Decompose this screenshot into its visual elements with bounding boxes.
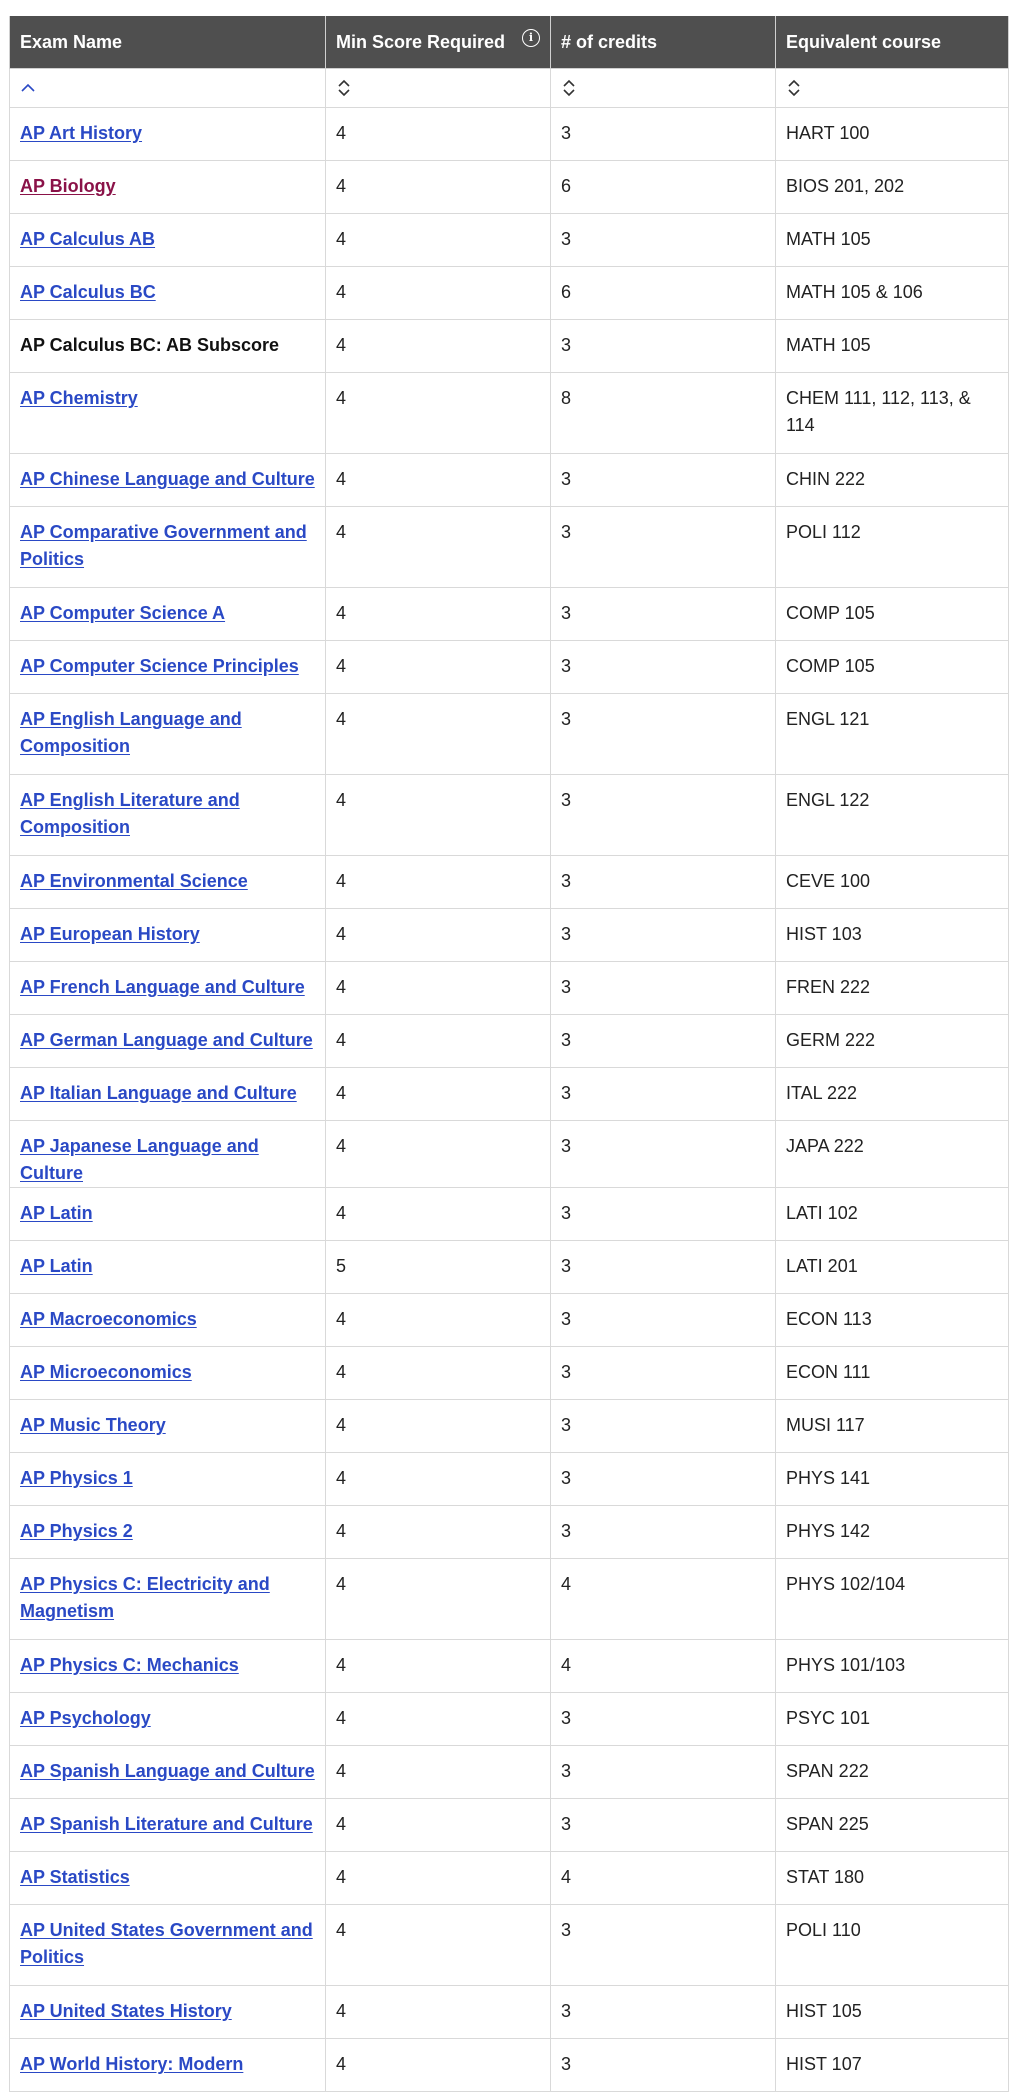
equivalent-course-cell: SPAN 222 [776, 1746, 1009, 1799]
equivalent-course-cell: STAT 180 [776, 1852, 1009, 1905]
ap-credit-table-container [9, 16, 1008, 2092]
credits-cell: 3 [551, 507, 776, 588]
exam-link[interactable]: AP United States History [20, 2001, 232, 2021]
min-score-cell: 4 [326, 962, 551, 1015]
exam-name-cell [10, 1986, 326, 2039]
table-row [10, 161, 1009, 214]
exam-link[interactable]: AP Art History [20, 123, 143, 143]
table-row [10, 507, 1009, 588]
credits-cell: 3 [551, 694, 776, 775]
min-score-cell: 4 [326, 1559, 551, 1640]
exam-name-cell [10, 320, 326, 373]
exam-name-cell [10, 454, 326, 507]
min-score-cell: 4 [326, 1905, 551, 1986]
min-score-cell: 4 [326, 1068, 551, 1121]
exam-name-cell [10, 1347, 326, 1400]
equivalent-course-cell: ECON 111 [776, 1347, 1009, 1400]
min-score-cell: 4 [326, 214, 551, 267]
table-row [10, 1905, 1009, 1986]
exam-name-cell [10, 1241, 326, 1294]
min-score-cell: 4 [326, 1746, 551, 1799]
credits-cell: 4 [551, 1640, 776, 1693]
exam-link[interactable]: AP Statistics [20, 1867, 130, 1887]
min-score-cell: 4 [326, 108, 551, 161]
min-score-cell: 4 [326, 1453, 551, 1506]
equivalent-course-cell: PSYC 101 [776, 1693, 1009, 1746]
exam-link[interactable]: AP Computer Science A [20, 603, 226, 623]
exam-link[interactable]: AP Calculus AB [20, 229, 156, 249]
table-row [10, 214, 1009, 267]
exam-name-cell [10, 1693, 326, 1746]
exam-name-cell [10, 108, 326, 161]
credits-cell: 3 [551, 1188, 776, 1241]
exam-name-cell [10, 214, 326, 267]
credits-cell: 3 [551, 1746, 776, 1799]
credits-cell: 3 [551, 909, 776, 962]
credits-cell: 3 [551, 1506, 776, 1559]
table-row [10, 2039, 1009, 2092]
exam-link[interactable]: AP Music Theory [20, 1415, 166, 1435]
exam-name-cell [10, 1188, 326, 1241]
exam-name-cell [10, 694, 326, 775]
min-score-cell: 4 [326, 1506, 551, 1559]
table-body [10, 108, 1009, 2092]
equivalent-course-cell: ECON 113 [776, 1294, 1009, 1347]
exam-name: AP Calculus BC: AB Subscore [20, 335, 280, 355]
credits-cell: 4 [551, 1852, 776, 1905]
exam-name-cell [10, 1121, 326, 1188]
exam-link[interactable]: AP Physics 2 [20, 1521, 133, 1541]
column-header-label: Equivalent course [786, 31, 942, 52]
min-score-cell: 4 [326, 1121, 551, 1188]
table-row [10, 962, 1009, 1015]
table-row [10, 1294, 1009, 1347]
credits-cell: 4 [551, 1559, 776, 1640]
credits-cell: 3 [551, 108, 776, 161]
table-row [10, 909, 1009, 962]
credits-cell: 3 [551, 962, 776, 1015]
exam-link[interactable]: AP Macroeconomics [20, 1309, 197, 1329]
exam-name-cell [10, 856, 326, 909]
table-row [10, 454, 1009, 507]
table-row [10, 1347, 1009, 1400]
min-score-cell: 4 [326, 320, 551, 373]
exam-link[interactable]: AP Chemistry [20, 388, 138, 408]
sort-credits-cell [551, 69, 776, 108]
exam-name-cell [10, 588, 326, 641]
exam-name-cell [10, 1559, 326, 1640]
sort-exam-name-cell [10, 69, 326, 108]
equivalent-course-cell: FREN 222 [776, 962, 1009, 1015]
exam-link[interactable]: AP Biology [20, 176, 116, 196]
exam-link[interactable]: AP Comparative Government and Politics [20, 522, 307, 569]
credits-cell: 8 [551, 373, 776, 454]
exam-link[interactable]: AP Computer Science Principles [20, 656, 299, 676]
equivalent-course-cell: JAPA 222 [776, 1121, 1009, 1188]
credits-cell: 3 [551, 775, 776, 856]
credits-cell: 3 [551, 1294, 776, 1347]
table-row [10, 1986, 1009, 2039]
table-row [10, 1453, 1009, 1506]
min-score-cell: 4 [326, 1799, 551, 1852]
equivalent-course-cell: GERM 222 [776, 1015, 1009, 1068]
exam-name-cell [10, 1746, 326, 1799]
min-score-cell: 4 [326, 454, 551, 507]
exam-name-cell [10, 1400, 326, 1453]
credits-cell: 3 [551, 1015, 776, 1068]
exam-link[interactable]: AP Japanese Language and Culture [20, 1136, 259, 1183]
min-score-cell: 4 [326, 1400, 551, 1453]
table-row [10, 267, 1009, 320]
exam-link[interactable]: AP Spanish Literature and Culture [20, 1814, 313, 1834]
table-row [10, 1068, 1009, 1121]
table-row [10, 1015, 1009, 1068]
credits-cell: 3 [551, 1693, 776, 1746]
min-score-cell: 4 [326, 909, 551, 962]
table-row [10, 856, 1009, 909]
table-row [10, 108, 1009, 161]
equivalent-course-cell: PHYS 141 [776, 1453, 1009, 1506]
credits-cell: 3 [551, 856, 776, 909]
table-row [10, 1241, 1009, 1294]
min-score-cell: 4 [326, 1986, 551, 2039]
min-score-cell: 4 [326, 1347, 551, 1400]
credits-cell: 3 [551, 214, 776, 267]
exam-name-cell [10, 962, 326, 1015]
exam-link[interactable]: AP French Language and Culture [20, 977, 305, 997]
exam-name-cell [10, 1015, 326, 1068]
equivalent-course-cell: MATH 105 [776, 320, 1009, 373]
sort-min-score-cell [326, 69, 551, 108]
equivalent-course-cell: COMP 105 [776, 641, 1009, 694]
exam-name-cell [10, 1453, 326, 1506]
table-row [10, 1640, 1009, 1693]
credits-cell: 6 [551, 161, 776, 214]
table-row [10, 775, 1009, 856]
exam-link[interactable]: AP Italian Language and Culture [20, 1083, 297, 1103]
credits-cell: 3 [551, 2039, 776, 2092]
exam-name-cell [10, 1294, 326, 1347]
min-score-cell: 4 [326, 1188, 551, 1241]
equivalent-course-cell: HIST 107 [776, 2039, 1009, 2092]
equivalent-course-cell: PHYS 101/103 [776, 1640, 1009, 1693]
exam-name-cell [10, 1852, 326, 1905]
exam-link[interactable]: AP Calculus BC [20, 282, 156, 302]
equivalent-course-cell: ENGL 121 [776, 694, 1009, 775]
exam-name-cell [10, 267, 326, 320]
exam-link[interactable]: AP English Language and Composition [20, 709, 242, 756]
min-score-cell: 4 [326, 588, 551, 641]
column-header-exam-name [10, 16, 326, 69]
table-row [10, 694, 1009, 775]
equivalent-course-cell: POLI 110 [776, 1905, 1009, 1986]
min-score-cell: 4 [326, 507, 551, 588]
equivalent-course-cell: POLI 112 [776, 507, 1009, 588]
sort-arrows-icon[interactable] [336, 78, 352, 98]
min-score-cell: 4 [326, 267, 551, 320]
exam-link[interactable]: AP Psychology [20, 1708, 151, 1728]
exam-name-cell [10, 1799, 326, 1852]
equivalent-course-cell: HART 100 [776, 108, 1009, 161]
equivalent-course-cell: BIOS 201, 202 [776, 161, 1009, 214]
table-row [10, 1121, 1009, 1188]
credits-cell: 3 [551, 1347, 776, 1400]
table-row [10, 1852, 1009, 1905]
min-score-cell: 4 [326, 161, 551, 214]
exam-link[interactable]: AP Spanish Language and Culture [20, 1761, 315, 1781]
exam-link[interactable]: AP Physics C: Electricity and Magnetism [20, 1574, 270, 1621]
min-score-cell: 4 [326, 641, 551, 694]
header-row [10, 16, 1009, 69]
table-row [10, 320, 1009, 373]
table-row [10, 373, 1009, 454]
exam-name-cell [10, 161, 326, 214]
table-row [10, 588, 1009, 641]
exam-name-cell [10, 1506, 326, 1559]
sort-equivalent-course-cell [776, 69, 1009, 108]
exam-link[interactable]: AP Physics C: Mechanics [20, 1655, 239, 1675]
exam-link[interactable]: AP European History [20, 924, 200, 944]
column-header-label: # of credits [561, 31, 658, 52]
equivalent-course-cell: HIST 105 [776, 1986, 1009, 2039]
table-row [10, 641, 1009, 694]
equivalent-course-cell: HIST 103 [776, 909, 1009, 962]
column-header-credits [551, 16, 776, 69]
table-row [10, 1746, 1009, 1799]
exam-link[interactable]: AP Environmental Science [20, 871, 248, 891]
exam-link[interactable]: AP German Language and Culture [20, 1030, 313, 1050]
min-score-cell: 4 [326, 1693, 551, 1746]
equivalent-course-cell: CHIN 222 [776, 454, 1009, 507]
min-score-cell: 4 [326, 1294, 551, 1347]
exam-link[interactable]: AP World History: Modern [20, 2054, 244, 2074]
credits-cell: 3 [551, 1400, 776, 1453]
table-row [10, 1559, 1009, 1640]
column-header-equivalent-course [776, 16, 1009, 69]
chevron-up-icon[interactable] [20, 82, 36, 94]
exam-link[interactable]: AP Latin [20, 1203, 93, 1223]
credits-cell: 3 [551, 1986, 776, 2039]
min-score-cell: 4 [326, 775, 551, 856]
column-header-min-score [326, 16, 551, 69]
equivalent-course-cell: MATH 105 & 106 [776, 267, 1009, 320]
exam-name-cell [10, 909, 326, 962]
exam-link[interactable]: AP Microeconomics [20, 1362, 192, 1382]
exam-link[interactable]: AP United States Government and Politics [20, 1920, 313, 1967]
credits-cell: 3 [551, 1905, 776, 1986]
exam-name-cell [10, 641, 326, 694]
equivalent-course-cell: LATI 201 [776, 1241, 1009, 1294]
credits-cell: 3 [551, 641, 776, 694]
equivalent-course-cell: COMP 105 [776, 588, 1009, 641]
table-row [10, 1799, 1009, 1852]
exam-link[interactable]: AP Physics 1 [20, 1468, 133, 1488]
equivalent-course-cell: CEVE 100 [776, 856, 1009, 909]
sort-arrows-icon[interactable] [561, 78, 577, 98]
equivalent-course-cell: MUSI 117 [776, 1400, 1009, 1453]
min-score-cell: 4 [326, 2039, 551, 2092]
equivalent-course-cell: PHYS 142 [776, 1506, 1009, 1559]
min-score-cell: 4 [326, 856, 551, 909]
min-score-cell: 4 [326, 1852, 551, 1905]
sort-controls-row [10, 69, 1009, 108]
credits-cell: 3 [551, 1121, 776, 1188]
credits-cell: 3 [551, 320, 776, 373]
ap-credit-table [9, 16, 1009, 2092]
credits-cell: 3 [551, 1453, 776, 1506]
exam-name-cell [10, 373, 326, 454]
equivalent-course-cell: SPAN 225 [776, 1799, 1009, 1852]
equivalent-course-cell: ENGL 122 [776, 775, 1009, 856]
credits-cell: 6 [551, 267, 776, 320]
table-header [10, 16, 1009, 108]
column-header-label: Min Score Required [336, 31, 506, 52]
exam-link[interactable]: AP Chinese Language and Culture [20, 469, 315, 489]
equivalent-course-cell: PHYS 102/104 [776, 1559, 1009, 1640]
credits-cell: 3 [551, 1241, 776, 1294]
info-icon[interactable]: i [522, 29, 540, 47]
column-header-label: Exam Name [20, 31, 123, 52]
credits-cell: 3 [551, 1799, 776, 1852]
equivalent-course-cell: ITAL 222 [776, 1068, 1009, 1121]
credits-cell: 3 [551, 454, 776, 507]
table-row [10, 1188, 1009, 1241]
exam-link[interactable]: AP Latin [20, 1256, 93, 1276]
exam-name-cell [10, 1905, 326, 1986]
exam-name-cell [10, 2039, 326, 2092]
exam-name-cell [10, 507, 326, 588]
min-score-cell: 4 [326, 694, 551, 775]
credits-cell: 3 [551, 588, 776, 641]
min-score-cell: 4 [326, 1015, 551, 1068]
equivalent-course-cell: LATI 102 [776, 1188, 1009, 1241]
sort-arrows-icon[interactable] [786, 78, 802, 98]
table-row [10, 1400, 1009, 1453]
table-row [10, 1506, 1009, 1559]
exam-link[interactable]: AP English Literature and Composition [20, 790, 240, 837]
table-row [10, 1693, 1009, 1746]
exam-name-cell [10, 775, 326, 856]
equivalent-course-cell: MATH 105 [776, 214, 1009, 267]
min-score-cell: 4 [326, 373, 551, 454]
exam-name-cell [10, 1640, 326, 1693]
min-score-cell: 5 [326, 1241, 551, 1294]
exam-name-cell [10, 1068, 326, 1121]
credits-cell: 3 [551, 1068, 776, 1121]
equivalent-course-cell: CHEM 111, 112, 113, & 114 [776, 373, 1009, 454]
min-score-cell: 4 [326, 1640, 551, 1693]
